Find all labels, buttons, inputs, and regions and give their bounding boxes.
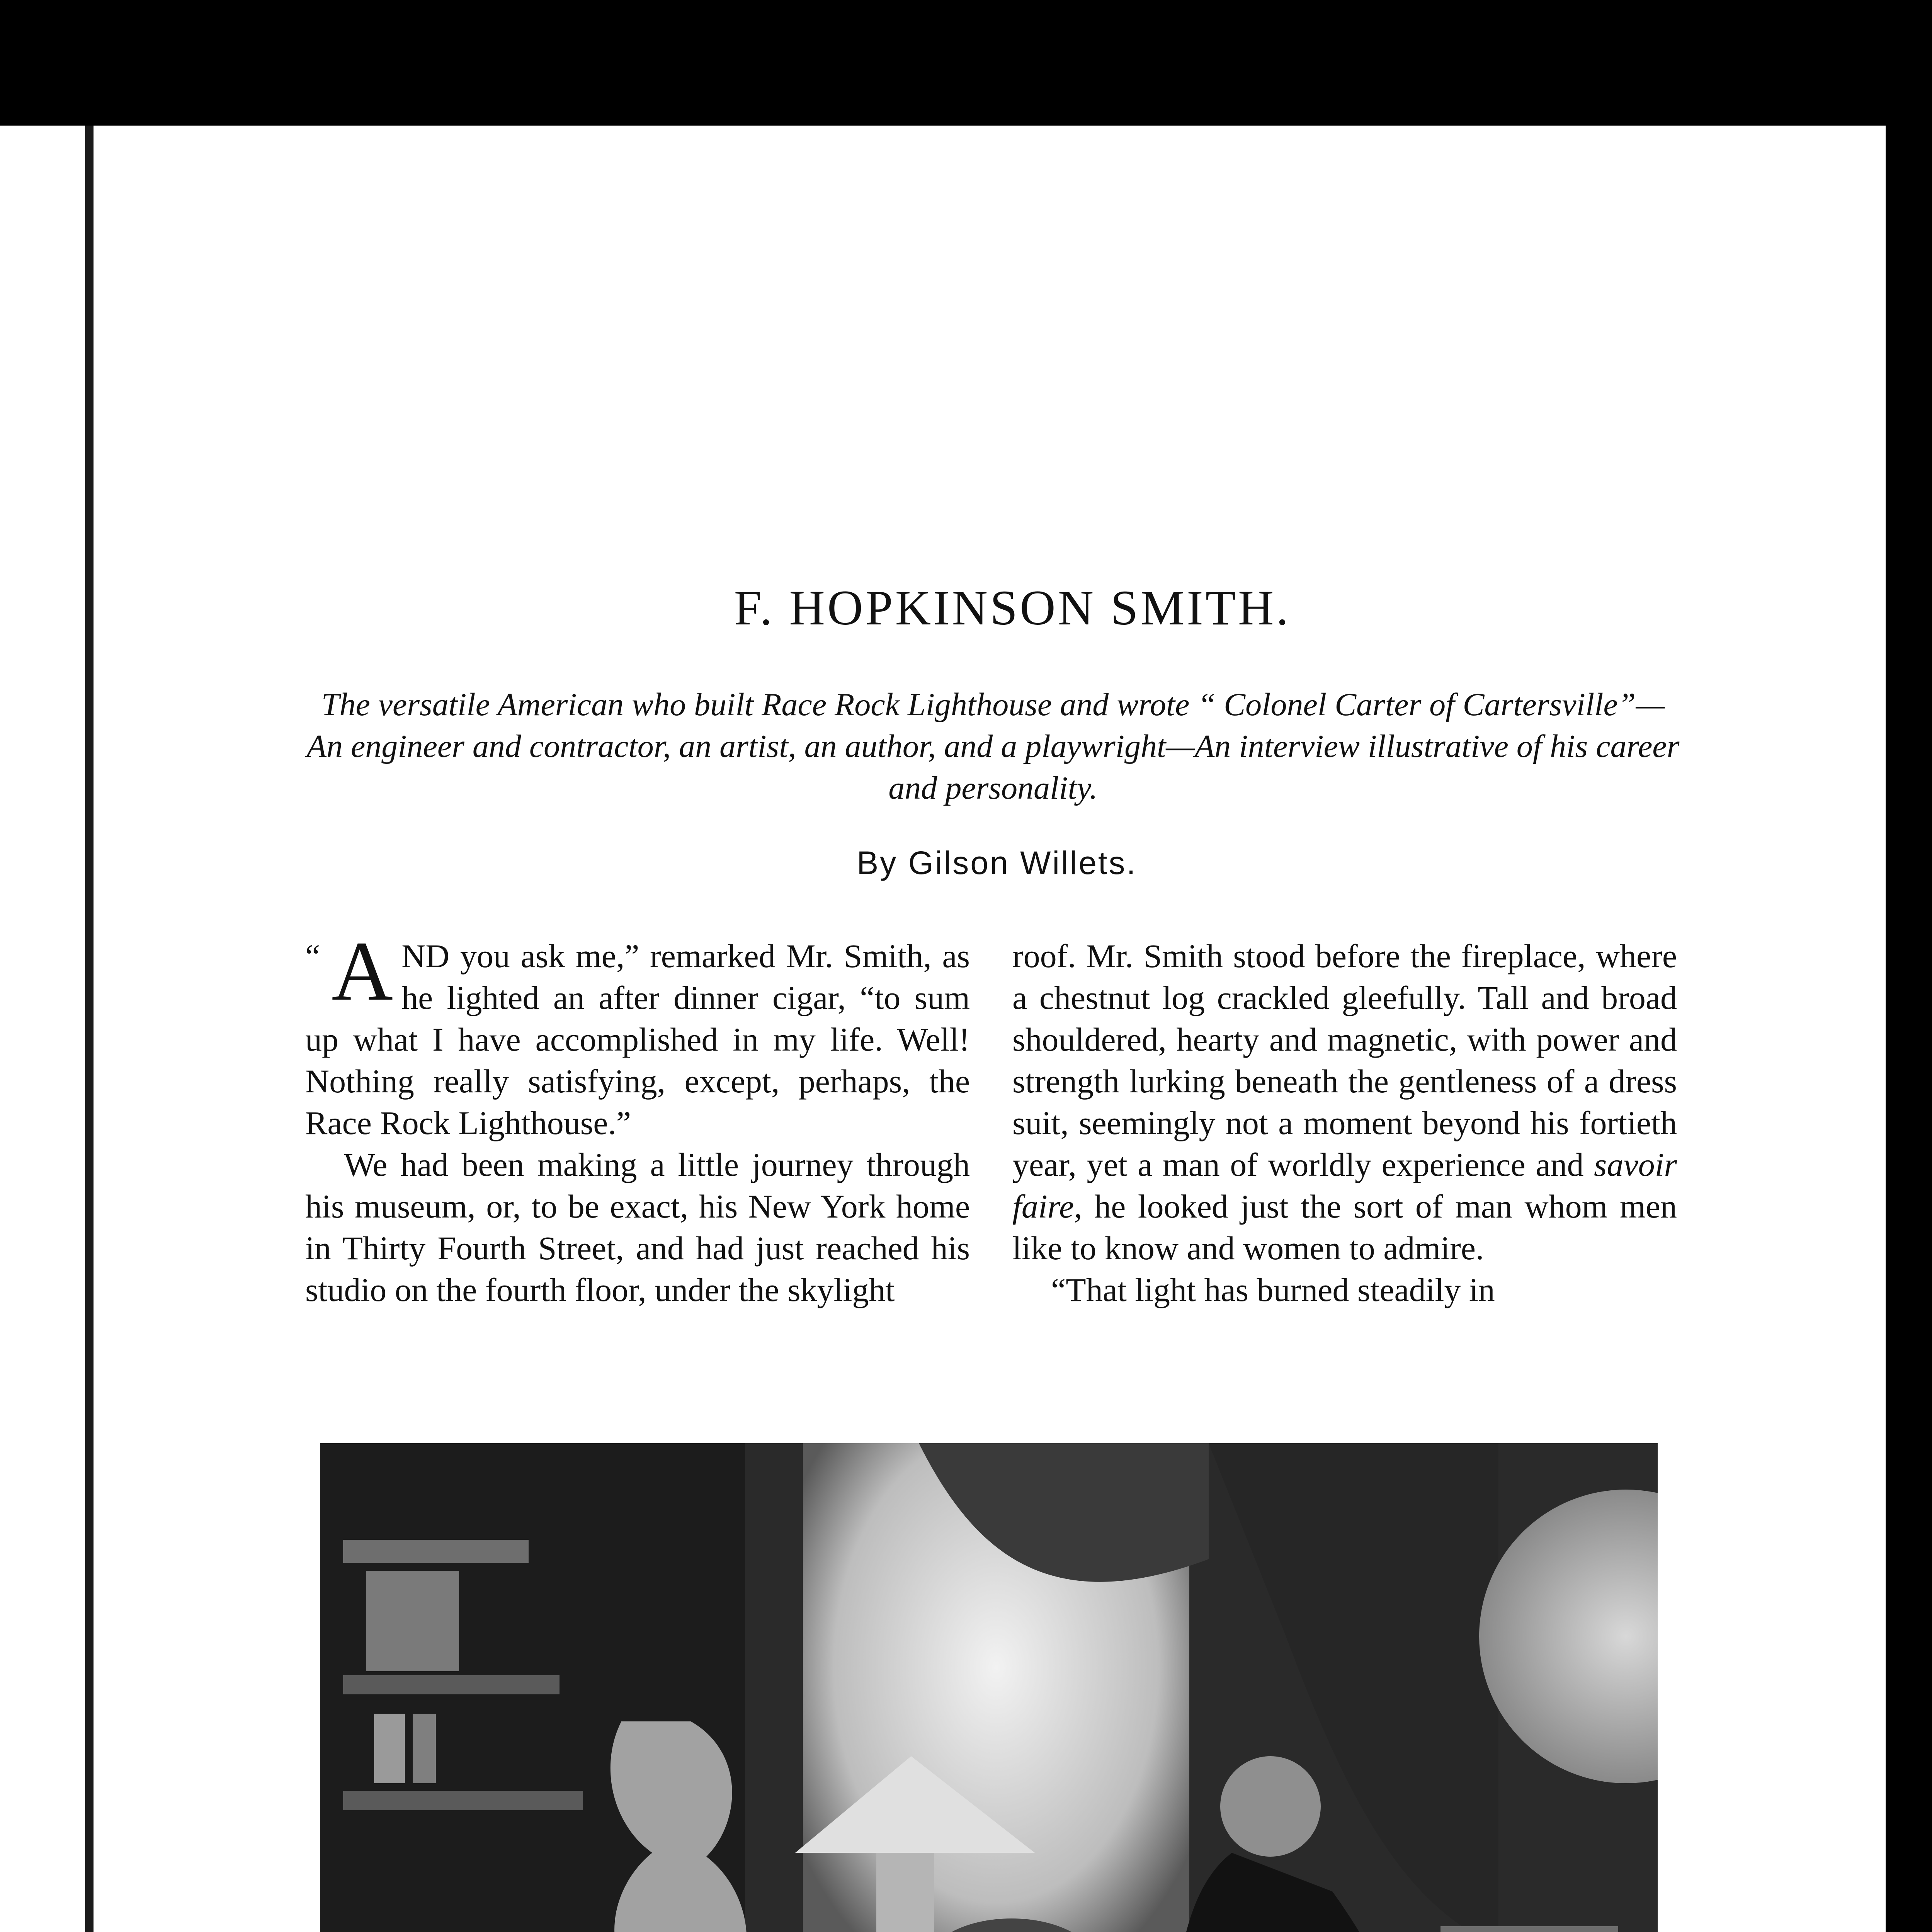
paragraph: “That light has burned steadily in	[1051, 1271, 1495, 1308]
paragraph-text: roof. Mr. Smith stood before the fireplace, where a chestnut log crackled gleefully. Tall and broad shouldered, hearty and magnetic, with power and strength lurking beneath the gentleness of a dress suit, seemingly not a moment beyond his fortieth year, yet a man of worldly experience and	[1012, 937, 1677, 1183]
author-photograph	[320, 1443, 1658, 1932]
byline: By Gilson Willets.	[857, 845, 1137, 881]
paragraph	[1012, 935, 1677, 1269]
article-subtitle: The versatile American who built Race Rock Lighthouse and wrote “ Colonel Carter of Cartersville”—An engineer and contractor, an artist, an author, and a playwright—An interview illustrative of his career and personality.	[306, 687, 1680, 806]
body-column-left	[305, 924, 970, 1311]
page-gutter	[85, 126, 94, 1932]
body-column-right	[1012, 935, 1677, 1311]
paragraph-text: he looked just the sort of man whom men like to know and women to admire.	[1012, 1188, 1677, 1267]
paragraph-text: ND you ask me,” remarked Mr. Smith, as he lighted an after dinner cigar, “to sum up what I have accomplished in my life. Well! Nothing really satisfying, except, perhaps, the Race Rock Lighthouse.”	[305, 937, 970, 1141]
paragraph: We had been making a little journey through his museum, or, to be exact, his New York home in Thirty Fourth Street, and had just reached his studio on the fourth floor, under the skylight	[305, 1146, 970, 1308]
paragraph	[305, 924, 970, 1144]
italic-phrase: savoir faire,	[1012, 1146, 1677, 1225]
drop-cap: A	[332, 924, 393, 1018]
article-title: F. HOPKINSON SMITH.	[734, 580, 1291, 635]
opening-quote: “	[305, 937, 320, 975]
